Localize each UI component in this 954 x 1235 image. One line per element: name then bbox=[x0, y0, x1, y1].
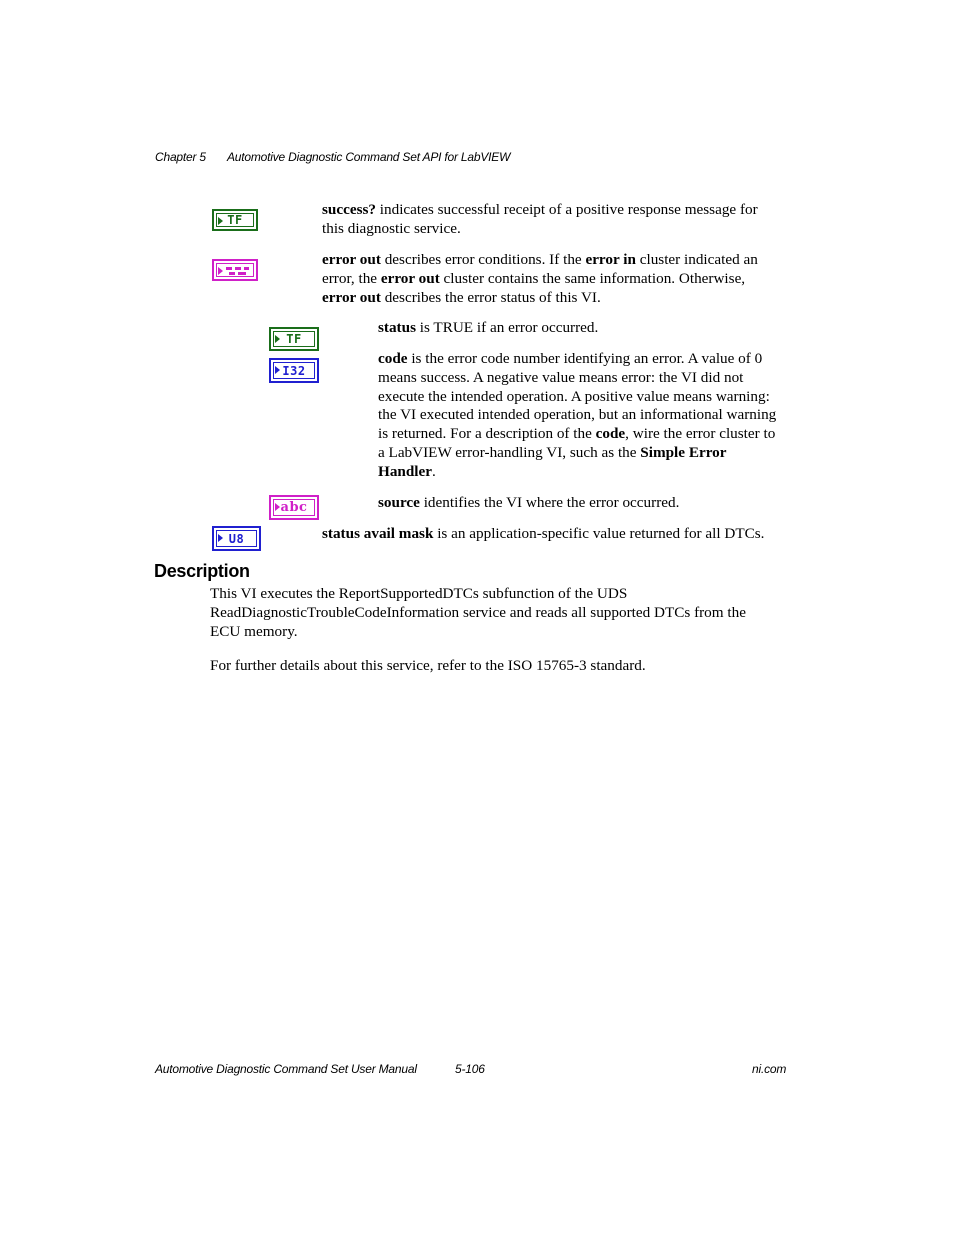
error-cluster-icon bbox=[212, 259, 258, 281]
footer-manual-title: Automotive Diagnostic Command Set User Manual bbox=[155, 1062, 417, 1076]
param-status-avail-mask: status avail mask is an application-specific value returned for all DTCs. bbox=[322, 525, 765, 542]
int32-indicator-icon: I32 bbox=[269, 358, 319, 383]
u8-indicator-icon: U8 bbox=[212, 526, 261, 551]
description-paragraph: This VI executes the ReportSupportedDTCs subfunction of the UDS ReadDiagnosticTroubleCodeInformation service and reads all supported DTCs from the ECU memory. bbox=[210, 585, 746, 640]
param-source: source identifies the VI where the error occurred. bbox=[378, 494, 680, 511]
section-heading: Description bbox=[154, 561, 250, 581]
param-name: success? bbox=[322, 201, 376, 218]
chapter-title: Automotive Diagnostic Command Set API for LabVIEW bbox=[227, 150, 511, 164]
param-code: code is the error code number identifying an error. A value of 0 means success. A negative value means error: the VI did not execute the intended operation. A positive value means warning: the VI executed intended operation, but an informational warning is returned. For a description of the code, wire the error cluster to a LabVIEW error-handling VI, such as the Simple Error Handler. bbox=[378, 350, 777, 480]
description-paragraph-2: For further details about this service, refer to the ISO 15765-3 standard. bbox=[210, 657, 646, 674]
boolean-indicator-icon: TF bbox=[212, 209, 258, 231]
param-success: success? indicates successful receipt of a positive response message for this diagnostic service. bbox=[322, 201, 758, 237]
page-header bbox=[155, 150, 510, 164]
param-error-out: error out describes error conditions. If the error in cluster indicated an error, the error out cluster contains the same information. Otherwise, error out describes the error status of this VI. bbox=[322, 251, 758, 306]
footer-page-number: 5-106 bbox=[455, 1062, 485, 1076]
chapter-label: Chapter 5 bbox=[155, 150, 206, 164]
footer-site-link[interactable]: ni.com bbox=[752, 1062, 787, 1076]
boolean-indicator-icon: TF bbox=[269, 327, 319, 351]
param-status: status is TRUE if an error occurred. bbox=[378, 319, 599, 336]
string-indicator-icon: abc bbox=[269, 495, 319, 520]
